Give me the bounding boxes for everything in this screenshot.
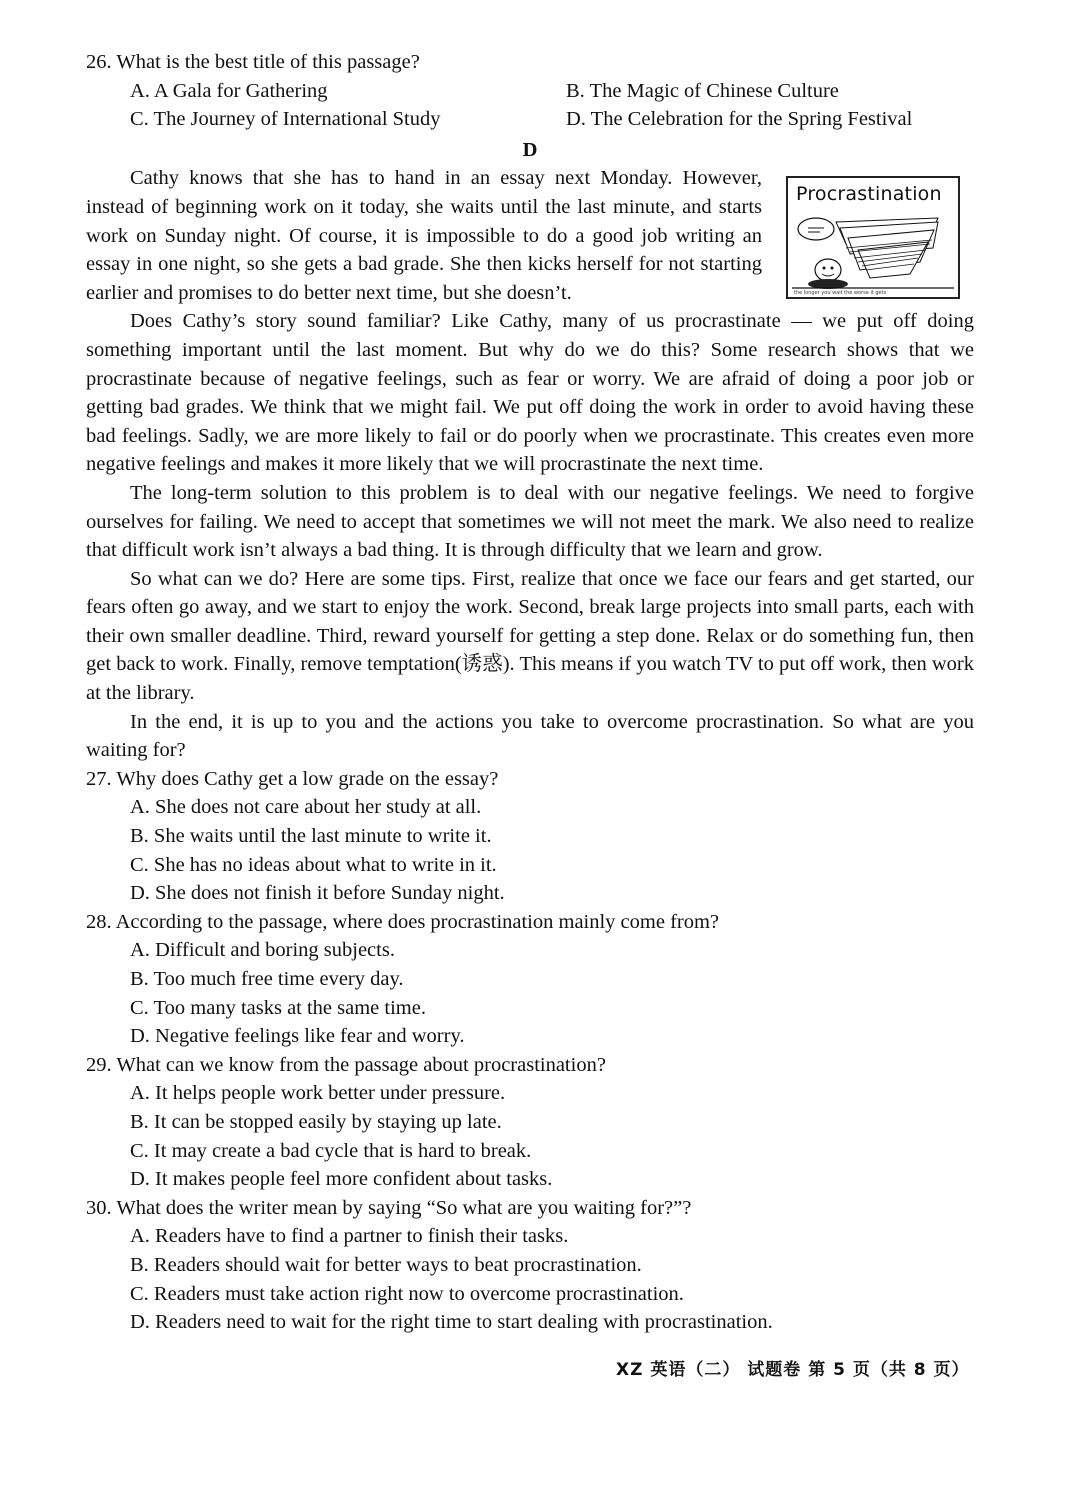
option-a: A. Difficult and boring subjects. <box>130 939 395 962</box>
option-d: D. She does not finish it before Sunday night. <box>130 882 505 905</box>
question-27 <box>86 765 974 908</box>
cartoon-caption: the longer you wait the worse it gets <box>794 290 887 297</box>
option-c: C. She has no ideas about what to write in it. <box>130 853 497 876</box>
exam-page <box>86 48 974 1337</box>
paragraph-1: Cathy knows that she has to hand in an essay next Monday. However, instead of beginning work on it today, she waits until the last minute, and starts work on Sunday night. Of course, it is impossible to do a good job writing an essay in one night, so she gets a bad grade. She then kicks herself for not starting earlier and promises to do better next time, but she doesn’t. <box>86 167 762 304</box>
option-b: B. She waits until the last minute to write it. <box>130 825 492 848</box>
option-a: A. Readers have to find a partner to finish their tasks. <box>130 1225 569 1248</box>
option-c: C. Readers must take action right now to overcome procrastination. <box>130 1282 684 1305</box>
option-b: B. It can be stopped easily by staying up late. <box>130 1110 502 1133</box>
question-28 <box>86 908 974 1051</box>
procrastination-cartoon <box>786 176 960 299</box>
question-29 <box>86 1051 974 1194</box>
option-d: D. The Celebration for the Spring Festival <box>566 108 913 131</box>
option-b: B. Too much free time every day. <box>130 968 404 990</box>
paragraph-5: In the end, it is up to you and the actions you take to overcome procrastination. So what are you waiting for? <box>86 710 974 762</box>
option-c: C. It may create a bad cycle that is hard to break. <box>130 1139 532 1162</box>
option-b: B. Readers should wait for better ways to beat procrastination. <box>130 1253 642 1276</box>
question-stem: 27. Why does Cathy get a low grade on the essay? <box>86 767 499 790</box>
question-26 <box>86 48 974 134</box>
question-stem: 26. What is the best title of this passage? <box>86 51 420 73</box>
option-a: A. A Gala for Gathering <box>130 79 328 102</box>
passage <box>86 164 974 764</box>
section-heading: D <box>522 138 538 161</box>
question-30 <box>86 1194 974 1337</box>
paragraph-2: Does Cathy’s story sound familiar? Like Cathy, many of us procrastinate — we put off doing something important until the last moment. But why do we do this? Some research shows that we procrastinate because of negative feelings, such as fear or worry. We are afraid of doing a poor job or getting bad grades. We think that we might fail. We put off doing the work in order to avoid having these bad feelings. Sadly, we are more likely to fail or do poorly when we procrastinate. This creates even more negative feelings and makes it more likely that we will procrastinate the next time. <box>86 310 974 476</box>
option-d: D. It makes people feel more confident about tasks. <box>130 1168 553 1191</box>
question-stem: 29. What can we know from the passage about procrastination? <box>86 1053 606 1076</box>
question-stem: 28. According to the passage, where does procrastination mainly come from? <box>86 910 720 933</box>
option-a: A. It helps people work better under pressure. <box>130 1082 506 1105</box>
page-footer: XZ 英语（二） 试题卷 第 5 页（共 8 页） <box>616 1360 970 1380</box>
option-c: C. Too many tasks at the same time. <box>130 996 426 1019</box>
paragraph-3: The long-term solution to this problem is to deal with our negative feelings. We need to forgive ourselves for failing. We need to accept that sometimes we will not meet the mark. We also need to realize that difficult work isn’t always a bad thing. It is through difficulty that we learn and grow. <box>86 481 974 562</box>
question-stem: 30. What does the writer mean by saying “So what are you waiting for?”? <box>86 1196 692 1219</box>
option-d: D. Readers need to wait for the right time to start dealing with procrastination. <box>130 1311 773 1334</box>
option-a: A. She does not care about her study at all. <box>130 796 482 819</box>
option-d: D. Negative feelings like fear and worry. <box>130 1025 465 1048</box>
option-c: C. The Journey of International Study <box>130 108 441 131</box>
option-b: B. The Magic of Chinese Culture <box>566 79 839 102</box>
options-grid <box>130 77 974 134</box>
cartoon-title: Procrastination <box>796 183 942 206</box>
paragraph-4: So what can we do? Here are some tips. First, realize that once we face our fears and get started, our fears often go away, and we start to enjoy the work. Second, break large projects into small parts, each with their own smaller deadline. Third, reward yourself for getting a step done. Relax or do something fun, then get back to work. Finally, remove temptation(诱惑). This means if you watch TV to put off work, then work at the library. <box>86 567 974 705</box>
